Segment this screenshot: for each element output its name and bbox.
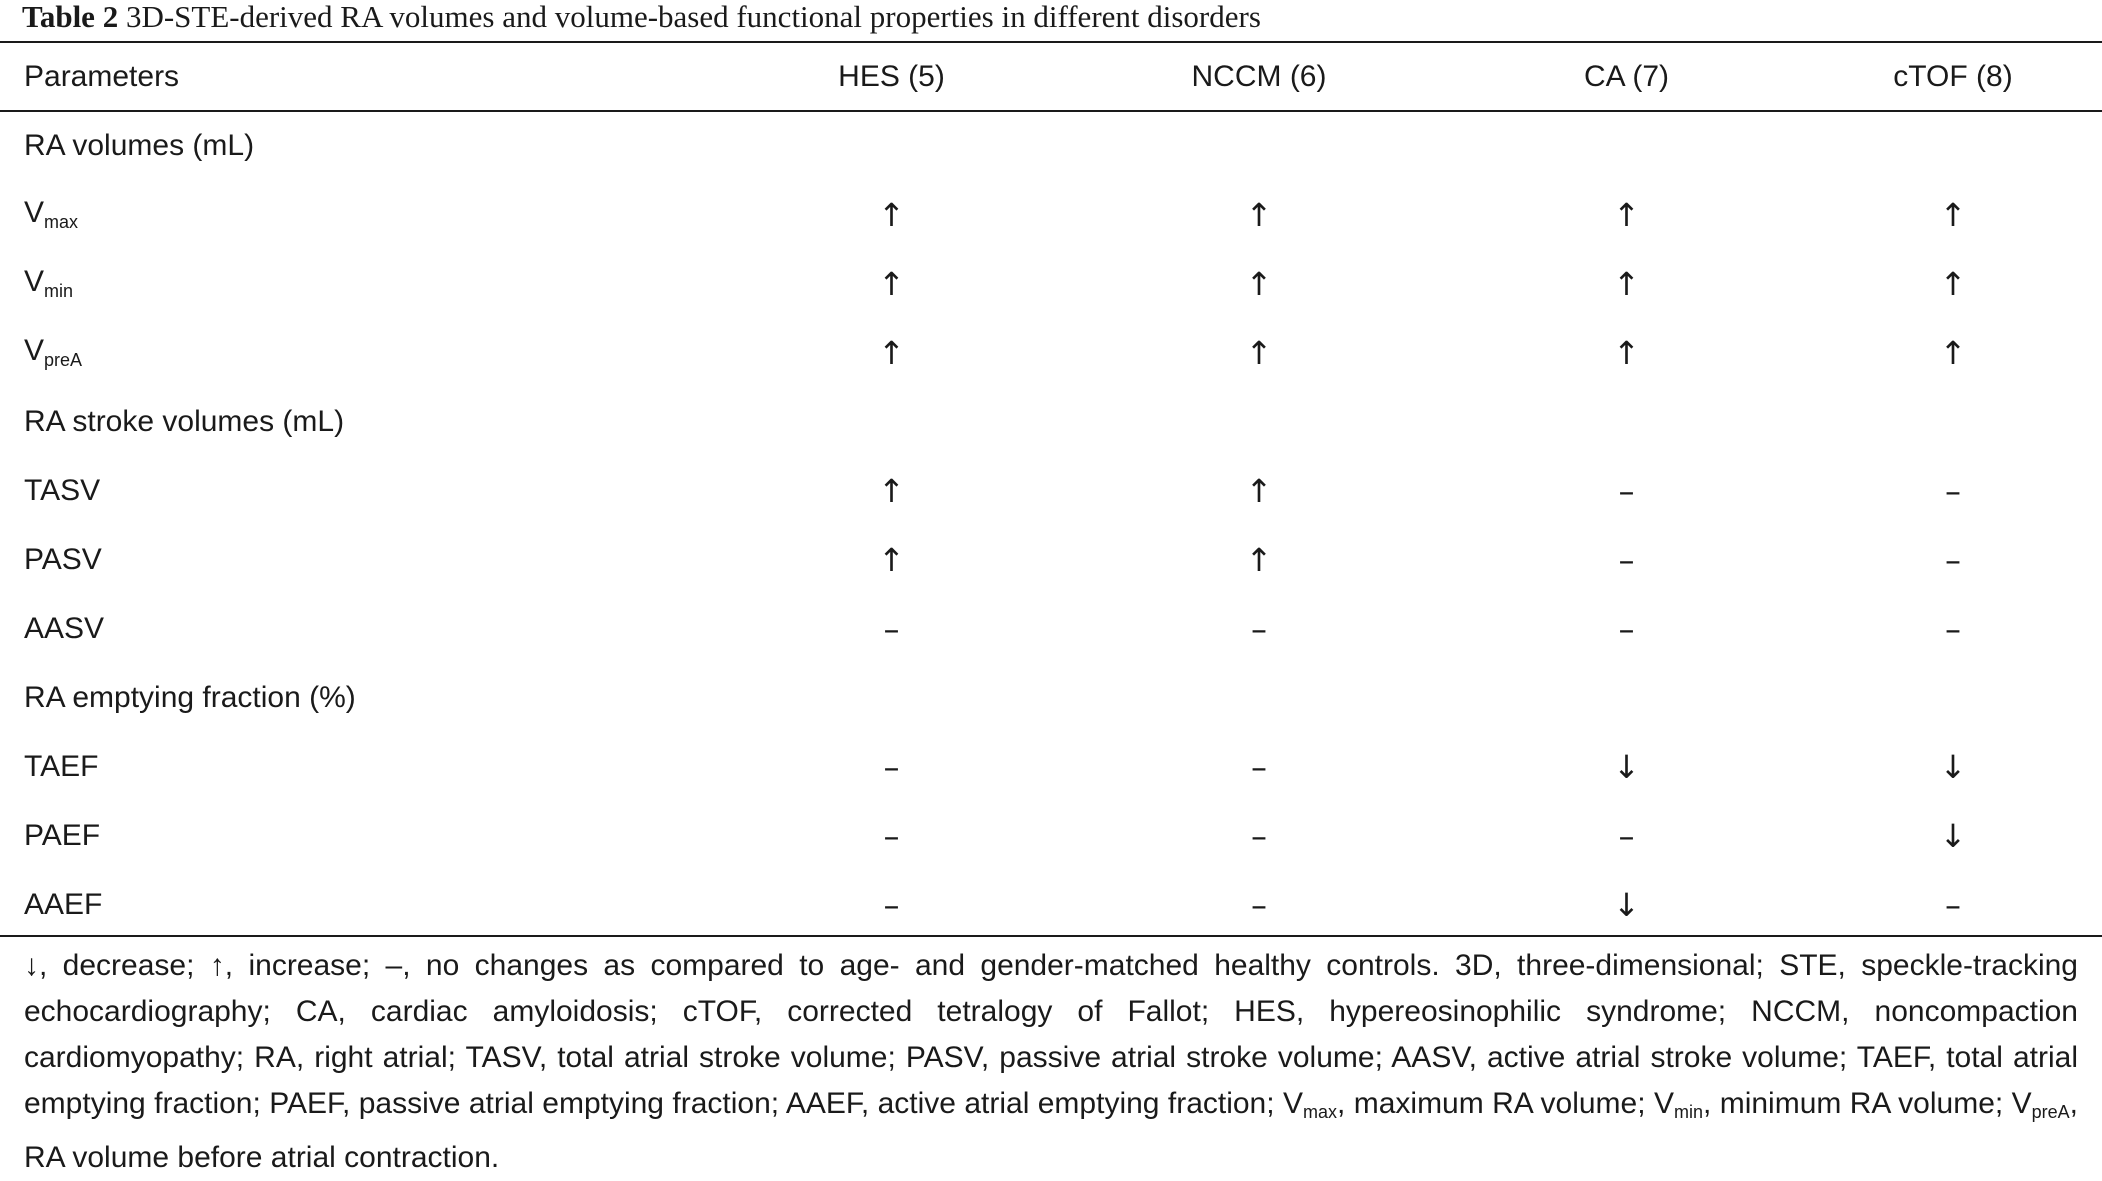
- change-indicator: ↑: [1245, 264, 1273, 303]
- value-cell: [1069, 594, 1449, 663]
- change-indicator: –: [883, 609, 900, 648]
- table-title: 3D-STE-derived RA volumes and volume-based functional properties in different disorders: [125, 0, 1261, 34]
- value-cell: [1449, 180, 1804, 249]
- value-cell: [714, 456, 1069, 525]
- change-indicator: –: [1251, 885, 1267, 924]
- value-cell: [1449, 249, 1804, 318]
- parameter-cell: [0, 870, 714, 939]
- parameter-cell: [0, 318, 714, 387]
- change-indicator: –: [1945, 540, 1961, 579]
- change-indicator: ↓: [1613, 885, 1640, 924]
- footnote-sub-min: min: [1673, 1102, 1703, 1122]
- change-indicator: ↑: [878, 471, 905, 510]
- value-cell: [1449, 870, 1804, 939]
- change-indicator: ↑: [1939, 333, 1967, 372]
- parameter-cell: [0, 801, 714, 870]
- parameter-cell: [0, 249, 714, 318]
- parameter-name: V: [24, 196, 45, 229]
- parameter-cell: [0, 732, 714, 801]
- footnote-sub-max: max: [1302, 1102, 1337, 1122]
- change-indicator: –: [1618, 816, 1635, 855]
- value-cell: [714, 525, 1069, 594]
- change-indicator: –: [1618, 540, 1635, 579]
- change-indicator: ↑: [1613, 333, 1640, 372]
- change-indicator: ↑: [878, 195, 905, 234]
- change-indicator: ↑: [1613, 195, 1640, 234]
- header-hes: HES (5): [838, 59, 945, 93]
- group-row: [0, 663, 2102, 732]
- table-caption: [22, 0, 1261, 36]
- header-nccm: NCCM (6): [1191, 59, 1327, 93]
- change-indicator: –: [883, 816, 900, 855]
- table-row: [0, 180, 2102, 249]
- change-indicator: ↑: [1245, 471, 1273, 510]
- change-indicator: –: [1945, 609, 1961, 648]
- value-cell: [1449, 801, 1804, 870]
- change-indicator: –: [1618, 609, 1635, 648]
- change-indicator: ↓: [1613, 747, 1640, 786]
- change-indicator: –: [1618, 471, 1635, 510]
- value-cell: [1804, 870, 2102, 939]
- value-cell: [1069, 525, 1449, 594]
- table-footnote: [24, 943, 2078, 1181]
- value-cell: [714, 870, 1069, 939]
- value-cell: [1449, 318, 1804, 387]
- parameter-name: AAEF: [24, 887, 103, 921]
- value-cell: [1069, 870, 1449, 939]
- value-cell: [714, 318, 1069, 387]
- parameter-name: V: [24, 265, 45, 298]
- parameter-name: TAEF: [24, 749, 99, 783]
- change-indicator: ↑: [878, 264, 905, 303]
- value-cell: [1804, 732, 2102, 801]
- parameter-name: V: [24, 334, 45, 367]
- header-row: [0, 42, 2102, 111]
- value-cell: [714, 249, 1069, 318]
- value-cell: [1804, 594, 2102, 663]
- value-cell: [1069, 801, 1449, 870]
- change-indicator: ↑: [1939, 195, 1967, 234]
- value-cell: [1069, 732, 1449, 801]
- value-cell: [1069, 318, 1449, 387]
- table-row: [0, 525, 2102, 594]
- change-indicator: ↓: [1939, 747, 1967, 786]
- value-cell: [1449, 594, 1804, 663]
- table-row: [0, 870, 2102, 939]
- value-cell: [1804, 456, 2102, 525]
- change-indicator: –: [1251, 747, 1267, 786]
- table-row: [0, 318, 2102, 387]
- table-row: [0, 732, 2102, 801]
- value-cell: [1449, 456, 1804, 525]
- parameter-subscript: min: [44, 281, 74, 301]
- value-cell: [714, 732, 1069, 801]
- value-cell: [1069, 456, 1449, 525]
- change-indicator: –: [1945, 471, 1961, 510]
- change-indicator: ↑: [1245, 333, 1273, 372]
- parameter-subscript: max: [44, 212, 79, 232]
- group-label: RA stroke volumes (mL): [24, 404, 345, 438]
- group-label: RA volumes (mL): [24, 128, 255, 162]
- parameter-name: PASV: [24, 542, 102, 576]
- table-label: Table 2: [22, 0, 119, 34]
- value-cell: [1069, 180, 1449, 249]
- footnote-text-4: , RA volume before atrial contraction.: [24, 1087, 2078, 1174]
- parameter-name: TASV: [24, 473, 101, 507]
- change-indicator: ↓: [1939, 816, 1967, 855]
- value-cell: [1449, 732, 1804, 801]
- value-cell: [1804, 318, 2102, 387]
- data-table: [0, 42, 2102, 939]
- table-row: [0, 249, 2102, 318]
- value-cell: [714, 594, 1069, 663]
- value-cell: [1449, 525, 1804, 594]
- table-row: [0, 594, 2102, 663]
- parameter-name: AASV: [24, 611, 105, 645]
- table-row: [0, 801, 2102, 870]
- parameter-cell: [0, 180, 714, 249]
- change-indicator: –: [1251, 609, 1267, 648]
- change-indicator: ↑: [878, 333, 905, 372]
- header-ctof: cTOF (8): [1893, 59, 2013, 93]
- value-cell: [714, 180, 1069, 249]
- footnote-text-2: , maximum RA volume; V: [1337, 1087, 1674, 1120]
- change-indicator: ↑: [878, 540, 905, 579]
- footnote-text-1: ↓, decrease; ↑, increase; –, no changes as compared to age- and gender-matched healthy controls. 3D, three-dimensional; STE, speckle-tracking echocardiography; CA, cardiac amyloidosis; cTOF, corrected tetralogy of Fallot; HES, hypereosinophilic syndrome; NCCM, noncompaction cardiomyopathy; RA, right atrial; TASV, total atrial stroke volume; PASV, passive atrial stroke volume; AASV, active atrial stroke volume; TAEF, total atrial emptying fraction; PAEF, passive atrial emptying fraction; AAEF, active atrial emptying fraction; V: [24, 949, 2078, 1120]
- value-cell: [1069, 249, 1449, 318]
- header-parameters: Parameters: [24, 59, 180, 93]
- group-row: [0, 387, 2102, 456]
- change-indicator: –: [883, 885, 900, 924]
- value-cell: [1804, 249, 2102, 318]
- group-row: [0, 111, 2102, 180]
- table-row: [0, 456, 2102, 525]
- header-ca: CA (7): [1583, 59, 1670, 93]
- value-cell: [714, 801, 1069, 870]
- value-cell: [1804, 180, 2102, 249]
- parameter-name: PAEF: [24, 818, 101, 852]
- footnote-sub-prea: preA: [2031, 1102, 2070, 1122]
- change-indicator: –: [883, 747, 900, 786]
- change-indicator: –: [1945, 885, 1961, 924]
- parameter-cell: [0, 456, 714, 525]
- change-indicator: ↑: [1245, 195, 1273, 234]
- parameter-cell: [0, 525, 714, 594]
- group-label: RA emptying fraction (%): [24, 680, 356, 714]
- parameter-subscript: preA: [44, 350, 83, 370]
- change-indicator: ↑: [1613, 264, 1640, 303]
- value-cell: [1804, 525, 2102, 594]
- parameter-cell: [0, 594, 714, 663]
- change-indicator: ↑: [1939, 264, 1967, 303]
- change-indicator: ↑: [1245, 540, 1273, 579]
- change-indicator: –: [1251, 816, 1267, 855]
- value-cell: [1804, 801, 2102, 870]
- footnote-text-3: , minimum RA volume; V: [1702, 1087, 2032, 1120]
